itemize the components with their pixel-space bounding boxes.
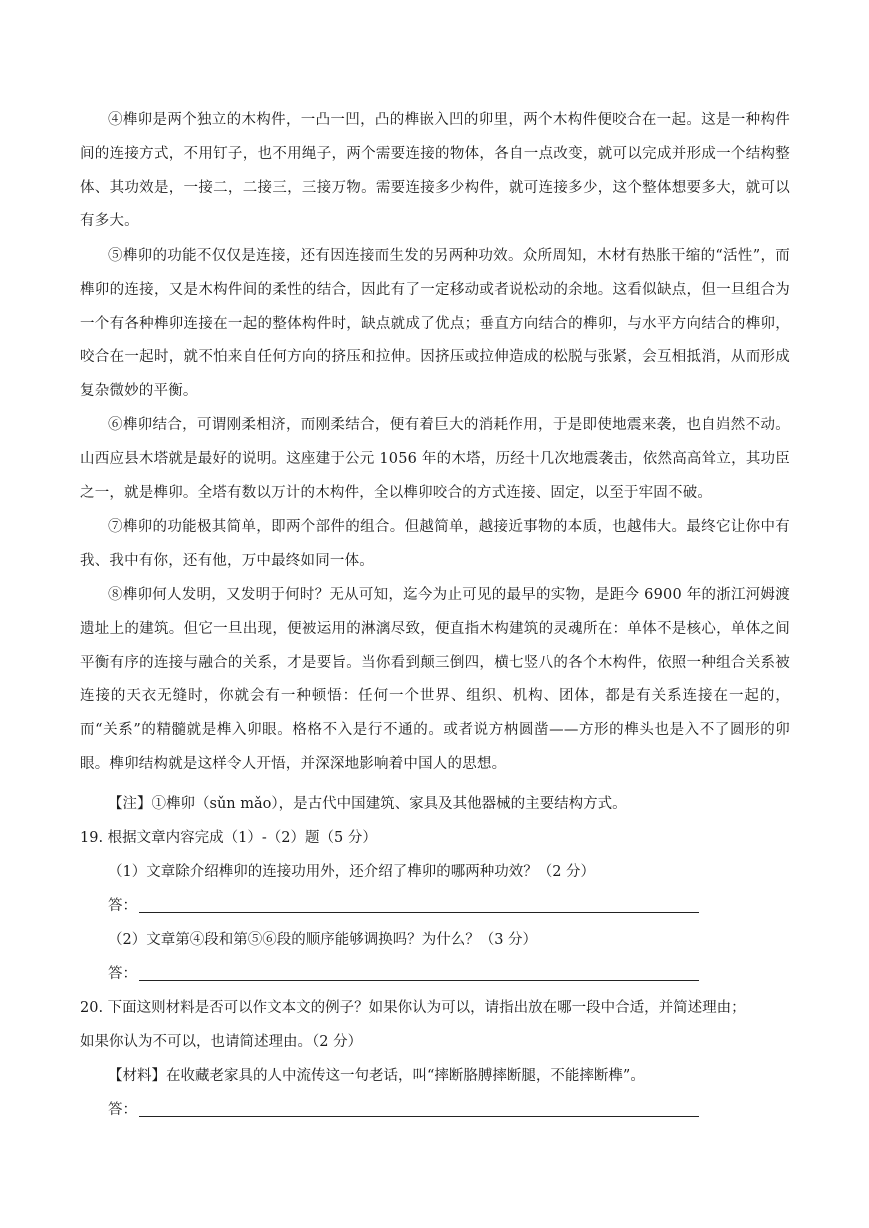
question-19-sub-2: （2）文章第④段和第⑤⑥段的顺序能够调换吗？为什么？（3 分） (108, 932, 538, 948)
answer-label: 答： (108, 1102, 137, 1118)
answer-underline (139, 1116, 699, 1117)
paragraph-4: ④榫卯是两个独立的木构件，一凸一凹，凸的榫嵌入凹的卯里，两个木构件便咬合在一起。这是一种构件间的连接方式，不用钉子，也不用绳子，两个需要连接的物体，各自一点改变，就可以完成并形成一个结构整体、其功效是，一接二，二接三，三接万物。需要连接多少构件，就可连接多少，这个整体想要多大，就可以有多大。 (80, 112, 790, 230)
paragraph-6: ⑥榫卯结合，可谓刚柔相济，而刚柔结合，便有着巨大的消耗作用，于是即使地震来袭，也自岿然不动。山西应县木塔就是最好的说明。这座建于公元 1056 年的木塔，历经十几次地震袭击，依然高高耸立，其功臣之一，就是榫卯。全塔有数以万计的木构件，全以榫卯咬合的方式连接、固定，以至于牢固不破。 (80, 417, 790, 501)
question-20-material: 【材料】在收藏老家具的人中流传这一句老话，叫“摔断胳膊摔断腿，不能摔断榫”。 (108, 1068, 645, 1084)
answer-field-19-1[interactable] (108, 896, 708, 918)
answer-underline (139, 912, 699, 913)
paragraph-8: ⑧榫卯何人发明，又发明于何时？无从可知，迄今为止可见的最早的实物，是距今 6900 年的浙江河姆渡遗址上的建筑。但它一旦出现，便被运用的淋漓尽致，便直指木构建筑的灵魂所在：单体不是核心，单体之间平衡有序的连接与融合的关系，才是要旨。当你看到颠三倒四，横七竖八的各个木构件，依照一种组合关系被连接的天衣无缝时，你就会有一种顿悟：任何一个世界、组织、机构、团体，都是有关系连接在一起的，而“关系”的精髓就是榫入卯眼。格格不入是行不通的。或者说方枘圆凿——方形的榫头也是入不了圆形的卯眼。榫卯结构就是这样令人开悟，并深深地影响着中国人的思想。 (80, 587, 790, 772)
answer-label: 答： (108, 966, 137, 982)
answer-label: 答： (108, 898, 137, 914)
annotation-note: 【注】①榫卯（sǔn mǎo），是古代中国建筑、家具及其他器械的主要结构方式。 (108, 796, 627, 812)
answer-underline (139, 980, 699, 981)
question-19-stem: 19. 根据文章内容完成（1）-（2）题（5 分） (80, 830, 377, 846)
answer-field-20[interactable] (108, 1100, 708, 1122)
paragraph-7: ⑦榫卯的功能极其简单，即两个部件的组合。但越简单，越接近事物的本质，也越伟大。最终它让你中有我、我中有你，还有他，万中最终如同一体。 (80, 519, 790, 569)
paragraph-5: ⑤榫卯的功能不仅仅是连接，还有因连接而生发的另两种功效。众所周知，木材有热胀干缩的“活性”，而榫卯的连接，又是木构件间的柔性的结合，因此有了一定移动或者说松动的余地。这看似缺点，但一旦组合为一个有各种榫卯连接在一起的整体构件时，缺点就成了优点；垂直方向结合的榫卯，与水平方向结合的榫卯，咬合在一起时，就不怕来自任何方向的挤压和拉伸。因挤压或拉伸造成的松脱与张紧，会互相抵消，从而形成复杂微妙的平衡。 (80, 248, 790, 400)
question-20-line-1: 20. 下面这则材料是否可以作文本文的例子？如果你认为可以，请指出放在哪一段中合适，并简述理由； (80, 1000, 746, 1016)
answer-field-19-2[interactable] (108, 964, 708, 986)
question-19-sub-1: （1）文章除介绍榫卯的连接功用外，还介绍了榫卯的哪两种功效？（2 分） (108, 864, 596, 880)
question-20-line-2: 如果你认为不可以，也请简述理由。（2 分） (80, 1034, 363, 1050)
